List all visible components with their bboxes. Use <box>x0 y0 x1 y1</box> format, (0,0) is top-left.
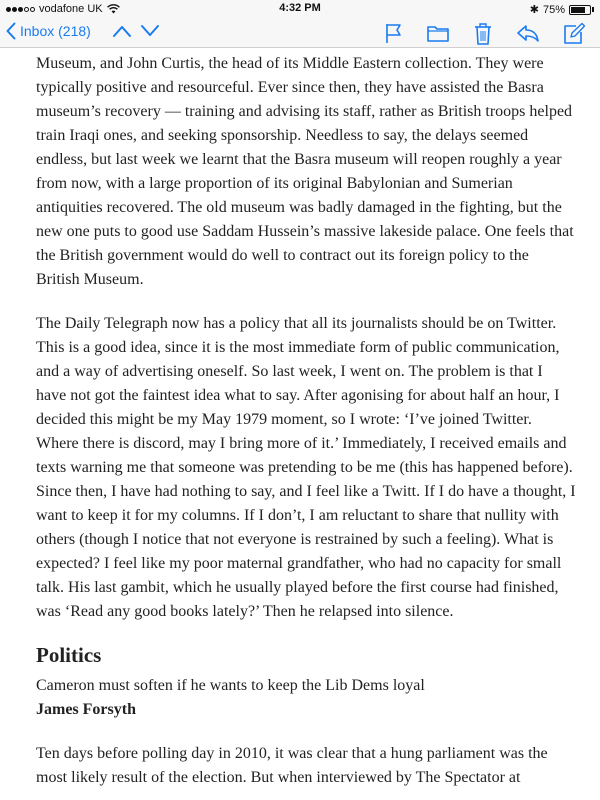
bluetooth-icon: ✱ <box>529 4 539 16</box>
flag-icon[interactable] <box>384 22 404 44</box>
carrier-name: vodafone UK <box>39 3 103 15</box>
battery-fill <box>571 7 585 13</box>
reply-icon[interactable] <box>516 22 540 44</box>
section-subhead: Cameron must soften if he wants to keep the Lib Dems loyal <box>36 677 425 694</box>
section-heading: Politics <box>36 643 102 667</box>
mail-toolbar <box>0 18 600 48</box>
back-label: Inbox (218) <box>20 23 91 39</box>
compose-icon[interactable] <box>562 22 586 46</box>
chevron-left-icon <box>6 22 16 40</box>
status-bar <box>0 0 600 18</box>
trash-icon[interactable] <box>472 22 494 46</box>
status-right <box>530 3 594 16</box>
previous-message-button[interactable] <box>112 24 132 38</box>
message-body <box>36 52 576 800</box>
battery-tip <box>592 7 594 12</box>
back-to-inbox-button[interactable] <box>6 22 91 40</box>
battery-percent: 75% <box>542 3 565 16</box>
battery-icon <box>569 5 591 15</box>
status-time: 4:32 PM <box>279 2 321 14</box>
next-message-button[interactable] <box>140 24 160 38</box>
folder-icon[interactable] <box>426 22 450 44</box>
article-paragraph: Ten days before polling day in 2010, it was clear that a hung parliament was the most likely result of the election. But when interviewed by The Spectator at <box>36 745 548 786</box>
section-author: James Forsyth <box>36 701 136 718</box>
article-paragraph: Museum, and John Curtis, the head of its Middle Eastern collection. They were typically positive and resourceful. Ever since then, they have assisted the Basra museum’s recovery — training and advising its staff, rather as British troops helped train Iraqi ones, and seeking sponsorship. Needless to say, the delays seemed endless, but last week we learnt that the Basra museum will reopen roughly a year from now, with a large proportion of its original Babylonian and Sumerian antiquities recovered. The old museum was badly damaged in the fighting, but the new one puts to good use Saddam Hussein’s massive lakeside palace. One feels that the British government would do well to contract out its foreign policy to the British Museum. <box>36 55 574 288</box>
article-paragraph: The Daily Telegraph now has a policy that all its journalists should be on Twitter. This is a good idea, since it is the most immediate form of public communication, and a way of advertising oneself. So last week, I went on. The problem is that I have not got the faintest idea what to say. After agonising for about half an hour, I decided this might be my May 1979 moment, so I wrote: ‘I’ve joined Twitter. Where there is discord, may I bring more of it.’ Immediately, I received emails and texts warning me that someone was pretending to be me (this has happened before). Since then, I have had nothing to say, and I feel like a Twitt. If I do have a thought, I want to keep it for my columns. If I don’t, I am reluctant to share that nullity with others (though I notice that not everyone is restrained by such a feeling). What is expected? I feel like my poor maternal grandfather, who had no capacity for small talk. His last gambit, which he usually played before the first course had finished, was ‘Read any good books lately?’ Then he relapsed into silence. <box>36 315 576 620</box>
